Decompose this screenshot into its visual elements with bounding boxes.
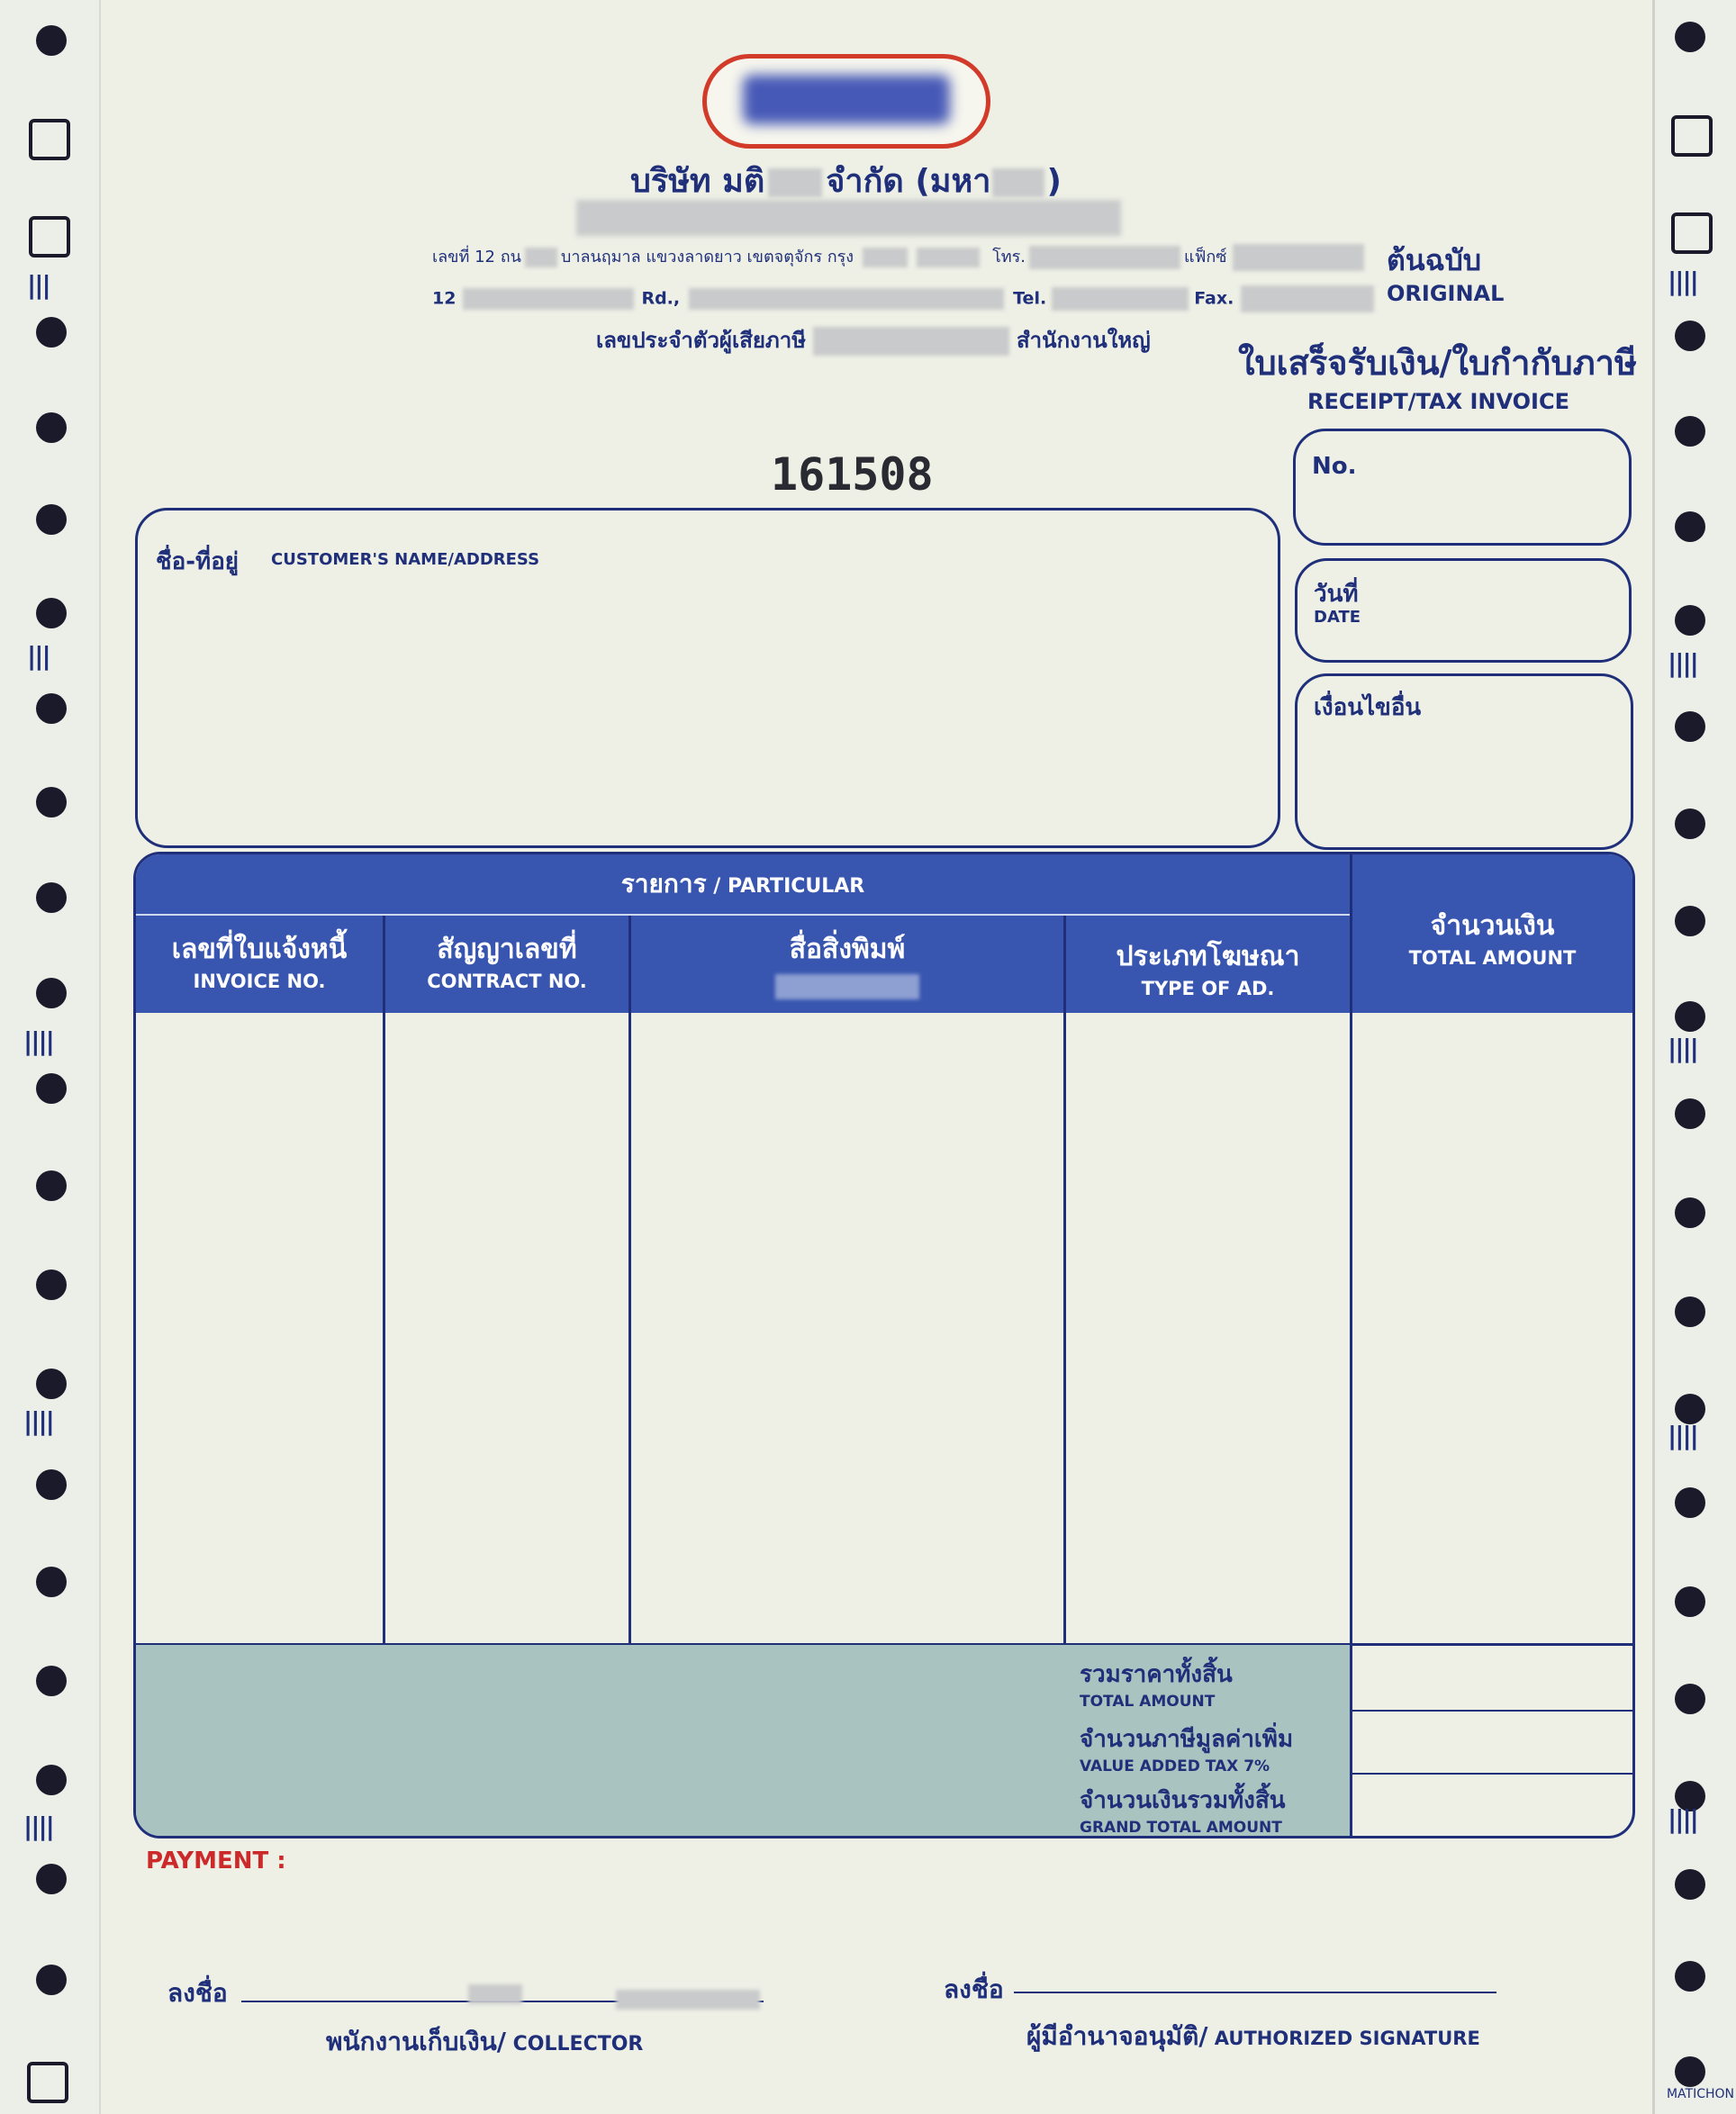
company-name-part: บริษัท มติ bbox=[630, 163, 765, 200]
perforation-mark: |||| bbox=[23, 1406, 53, 1436]
document-title-th: ใบเสร็จรับเงิน/ใบกำกับภาษี bbox=[1238, 343, 1638, 383]
sprocket-hole bbox=[1675, 809, 1705, 839]
redacted-text bbox=[775, 974, 919, 999]
perforation-mark: |||| bbox=[1668, 1421, 1697, 1450]
vat-label-th: จำนวนภาษีมูลค่าเพิ่ม bbox=[1080, 1726, 1294, 1753]
sprocket-hole bbox=[1675, 1197, 1705, 1228]
column-divider bbox=[1063, 914, 1066, 1645]
company-logo bbox=[702, 54, 990, 149]
total-label-th: รวมราคาทั้งสิ้น bbox=[1080, 1661, 1233, 1688]
conditions-label: เงื่อนไขอื่น bbox=[1314, 694, 1422, 721]
column-divider bbox=[1350, 854, 1352, 1836]
redacted-text bbox=[768, 168, 822, 197]
side-brand: MATICHON bbox=[1666, 2087, 1734, 2101]
tax-id-label: เลขประจำตัวผู้เสียภาษี bbox=[596, 328, 807, 353]
collector-caption bbox=[326, 2022, 643, 2062]
col-header-amount bbox=[1352, 854, 1632, 1013]
perforation-mark: |||| bbox=[23, 1811, 53, 1841]
particular-header bbox=[136, 854, 1350, 914]
address-part: 12 bbox=[432, 288, 457, 309]
redacted-phone bbox=[1029, 246, 1180, 269]
customer-label-th: ชื่อ-ที่อยู่ bbox=[156, 548, 240, 575]
sprocket-hole bbox=[1675, 2056, 1705, 2087]
sprocket-hole bbox=[29, 216, 70, 257]
fax-label-en: Fax. bbox=[1194, 288, 1234, 309]
sprocket-hole bbox=[36, 25, 67, 56]
address-part: เลขที่ 12 ถน bbox=[432, 248, 521, 267]
col-header-th: สื่อสิ่งพิมพ์ bbox=[789, 934, 906, 965]
fax-label-th: แฟ็กซ์ bbox=[1184, 248, 1227, 267]
redacted-phone bbox=[1052, 287, 1189, 311]
redacted-text bbox=[917, 248, 980, 267]
total-divider bbox=[1352, 1710, 1632, 1712]
address-th bbox=[432, 243, 1364, 271]
serial-number: 161508 bbox=[771, 448, 934, 501]
sprocket-hole bbox=[36, 693, 67, 724]
date-label-en: DATE bbox=[1314, 608, 1361, 627]
date-box[interactable] bbox=[1295, 558, 1632, 663]
sprocket-hole bbox=[36, 504, 67, 535]
total-label-en: TOTAL AMOUNT bbox=[1080, 1693, 1216, 1711]
right-sprocket-strip bbox=[1652, 0, 1736, 2114]
col-header-ad-type bbox=[1066, 916, 1350, 1013]
redacted-text bbox=[863, 248, 908, 267]
head-office-label: สำนักงานใหญ่ bbox=[1017, 328, 1151, 353]
col-header-en: TYPE OF AD. bbox=[1141, 978, 1275, 999]
col-header-en: CONTRACT NO. bbox=[427, 971, 587, 992]
copy-label-en: ORIGINAL bbox=[1387, 281, 1505, 306]
sprocket-hole bbox=[1675, 1586, 1705, 1617]
redacted-fax bbox=[1233, 244, 1364, 271]
document-title-en: RECEIPT/TAX INVOICE bbox=[1307, 389, 1569, 414]
collector-caption-th: พนักงานเก็บเงิน/ bbox=[326, 2027, 506, 2056]
sprocket-hole bbox=[1675, 1869, 1705, 1900]
authorized-caption bbox=[1026, 2017, 1480, 2056]
sprocket-hole bbox=[1675, 605, 1705, 636]
items-table bbox=[133, 852, 1635, 1838]
company-name-th bbox=[630, 155, 1062, 206]
sprocket-hole bbox=[36, 1765, 67, 1795]
col-header-invoice bbox=[136, 916, 383, 1013]
authorized-sign-label: ลงชื่อ bbox=[944, 1974, 1004, 2004]
column-divider bbox=[628, 914, 631, 1645]
total-divider bbox=[1352, 1773, 1632, 1775]
particular-label-en: / PARTICULAR bbox=[706, 875, 865, 898]
grand-total-label bbox=[1080, 1782, 1286, 1837]
address-part: Rd., bbox=[641, 288, 681, 309]
payment-label: PAYMENT : bbox=[146, 1847, 286, 1875]
sprocket-hole bbox=[1675, 906, 1705, 936]
sprocket-hole bbox=[36, 1269, 67, 1300]
column-divider bbox=[383, 914, 385, 1645]
collector-sign-label: ลงชื่อ bbox=[167, 1978, 228, 2008]
sprocket-hole bbox=[1675, 1001, 1705, 1032]
sprocket-hole bbox=[29, 119, 70, 160]
header-divider bbox=[136, 914, 1350, 916]
sprocket-hole bbox=[1675, 1394, 1705, 1424]
company-name-en-redacted bbox=[576, 200, 1121, 236]
col-header-contract bbox=[385, 916, 628, 1013]
customer-box[interactable] bbox=[135, 508, 1280, 848]
perforation-mark: |||| bbox=[1668, 648, 1697, 678]
grand-total-label-th: จำนวนเงินรวมทั้งสิ้น bbox=[1080, 1787, 1286, 1814]
collector-caption-en: COLLECTOR bbox=[506, 2033, 644, 2055]
sprocket-hole bbox=[36, 1469, 67, 1500]
sprocket-hole bbox=[36, 317, 67, 348]
sprocket-hole bbox=[36, 1864, 67, 1894]
sprocket-hole bbox=[1675, 1296, 1705, 1327]
perforation-mark: ||| bbox=[27, 270, 50, 300]
company-name-part: ) bbox=[1046, 163, 1062, 200]
sprocket-hole bbox=[1675, 321, 1705, 351]
perforation-mark: ||| bbox=[27, 641, 50, 671]
perforation-mark: |||| bbox=[1668, 1034, 1697, 1063]
sprocket-hole bbox=[1675, 511, 1705, 542]
col-header-th: สัญญาเลขที่ bbox=[437, 934, 577, 965]
sprocket-hole bbox=[36, 787, 67, 818]
tax-id-line bbox=[596, 322, 1151, 357]
sprocket-hole bbox=[27, 2062, 68, 2103]
sprocket-hole bbox=[36, 1965, 67, 1995]
sprocket-hole bbox=[1671, 212, 1713, 254]
sprocket-hole bbox=[36, 598, 67, 628]
sprocket-hole bbox=[1675, 711, 1705, 742]
redacted-text bbox=[689, 288, 1004, 310]
sprocket-hole bbox=[36, 1666, 67, 1696]
address-en bbox=[432, 285, 1374, 312]
redacted-text bbox=[616, 1990, 760, 2010]
sprocket-hole bbox=[36, 978, 67, 1008]
sprocket-hole bbox=[1675, 1684, 1705, 1714]
sprocket-hole bbox=[1675, 1098, 1705, 1129]
redacted-text bbox=[992, 168, 1044, 197]
vat-label bbox=[1080, 1721, 1293, 1775]
perforation-mark: |||| bbox=[1668, 1804, 1697, 1834]
sprocket-hole bbox=[1675, 416, 1705, 447]
sprocket-hole bbox=[36, 412, 67, 443]
tel-label-th: โทร. bbox=[992, 248, 1026, 267]
col-header-en: TOTAL AMOUNT bbox=[1408, 947, 1577, 969]
left-sprocket-strip bbox=[0, 0, 101, 2114]
authorized-caption-th: ผู้มีอำนาจอนุมัติ/ bbox=[1026, 2021, 1208, 2051]
address-part: บาลนฤมาล แขวงลาดยาว เขตจตุจักร กรุง bbox=[560, 248, 854, 267]
perforation-mark: |||| bbox=[23, 1026, 53, 1056]
tel-label-en: Tel. bbox=[1013, 288, 1047, 309]
sprocket-hole bbox=[36, 1073, 67, 1104]
sprocket-hole bbox=[36, 1369, 67, 1399]
sprocket-hole bbox=[1675, 22, 1705, 52]
sprocket-hole bbox=[36, 882, 67, 913]
vat-label-en: VALUE ADDED TAX 7% bbox=[1080, 1757, 1270, 1775]
particular-label-th: รายการ bbox=[620, 869, 707, 899]
sprocket-hole bbox=[36, 1567, 67, 1597]
col-header-th: ประเภทโฆษณา bbox=[1116, 941, 1300, 972]
no-label: No. bbox=[1312, 453, 1357, 480]
copy-label-th: ต้นฉบับ bbox=[1387, 243, 1482, 277]
redacted-text bbox=[468, 1984, 522, 2004]
date-label-th: วันที่ bbox=[1314, 581, 1359, 608]
sprocket-hole bbox=[1675, 1961, 1705, 1992]
col-header-th: จำนวนเงิน bbox=[1430, 910, 1555, 942]
perforation-mark: |||| bbox=[1668, 267, 1697, 296]
customer-label-en: CUSTOMER'S NAME/ADDRESS bbox=[271, 550, 540, 569]
col-header-publication bbox=[631, 916, 1063, 1013]
no-box[interactable] bbox=[1293, 429, 1632, 546]
authorized-caption-en: AUTHORIZED SIGNATURE bbox=[1207, 2028, 1480, 2049]
total-amount-label bbox=[1080, 1656, 1233, 1711]
col-header-en: INVOICE NO. bbox=[193, 971, 326, 992]
conditions-box[interactable] bbox=[1295, 673, 1633, 850]
col-header-th: เลขที่ใบแจ้งหนี้ bbox=[171, 934, 348, 965]
sprocket-hole bbox=[1675, 1487, 1705, 1518]
redacted-fax bbox=[1241, 285, 1374, 312]
company-name-part: จำกัด (มหา bbox=[826, 163, 991, 200]
authorized-signature-line[interactable] bbox=[1014, 1992, 1496, 1993]
redacted-tax-id bbox=[813, 327, 1009, 356]
grand-total-label-en: GRAND TOTAL AMOUNT bbox=[1080, 1819, 1282, 1837]
sprocket-hole bbox=[1671, 115, 1713, 157]
redacted-text bbox=[463, 288, 634, 310]
logo-wordmark bbox=[743, 75, 950, 124]
redacted-text bbox=[525, 248, 557, 267]
sprocket-hole bbox=[36, 1170, 67, 1201]
